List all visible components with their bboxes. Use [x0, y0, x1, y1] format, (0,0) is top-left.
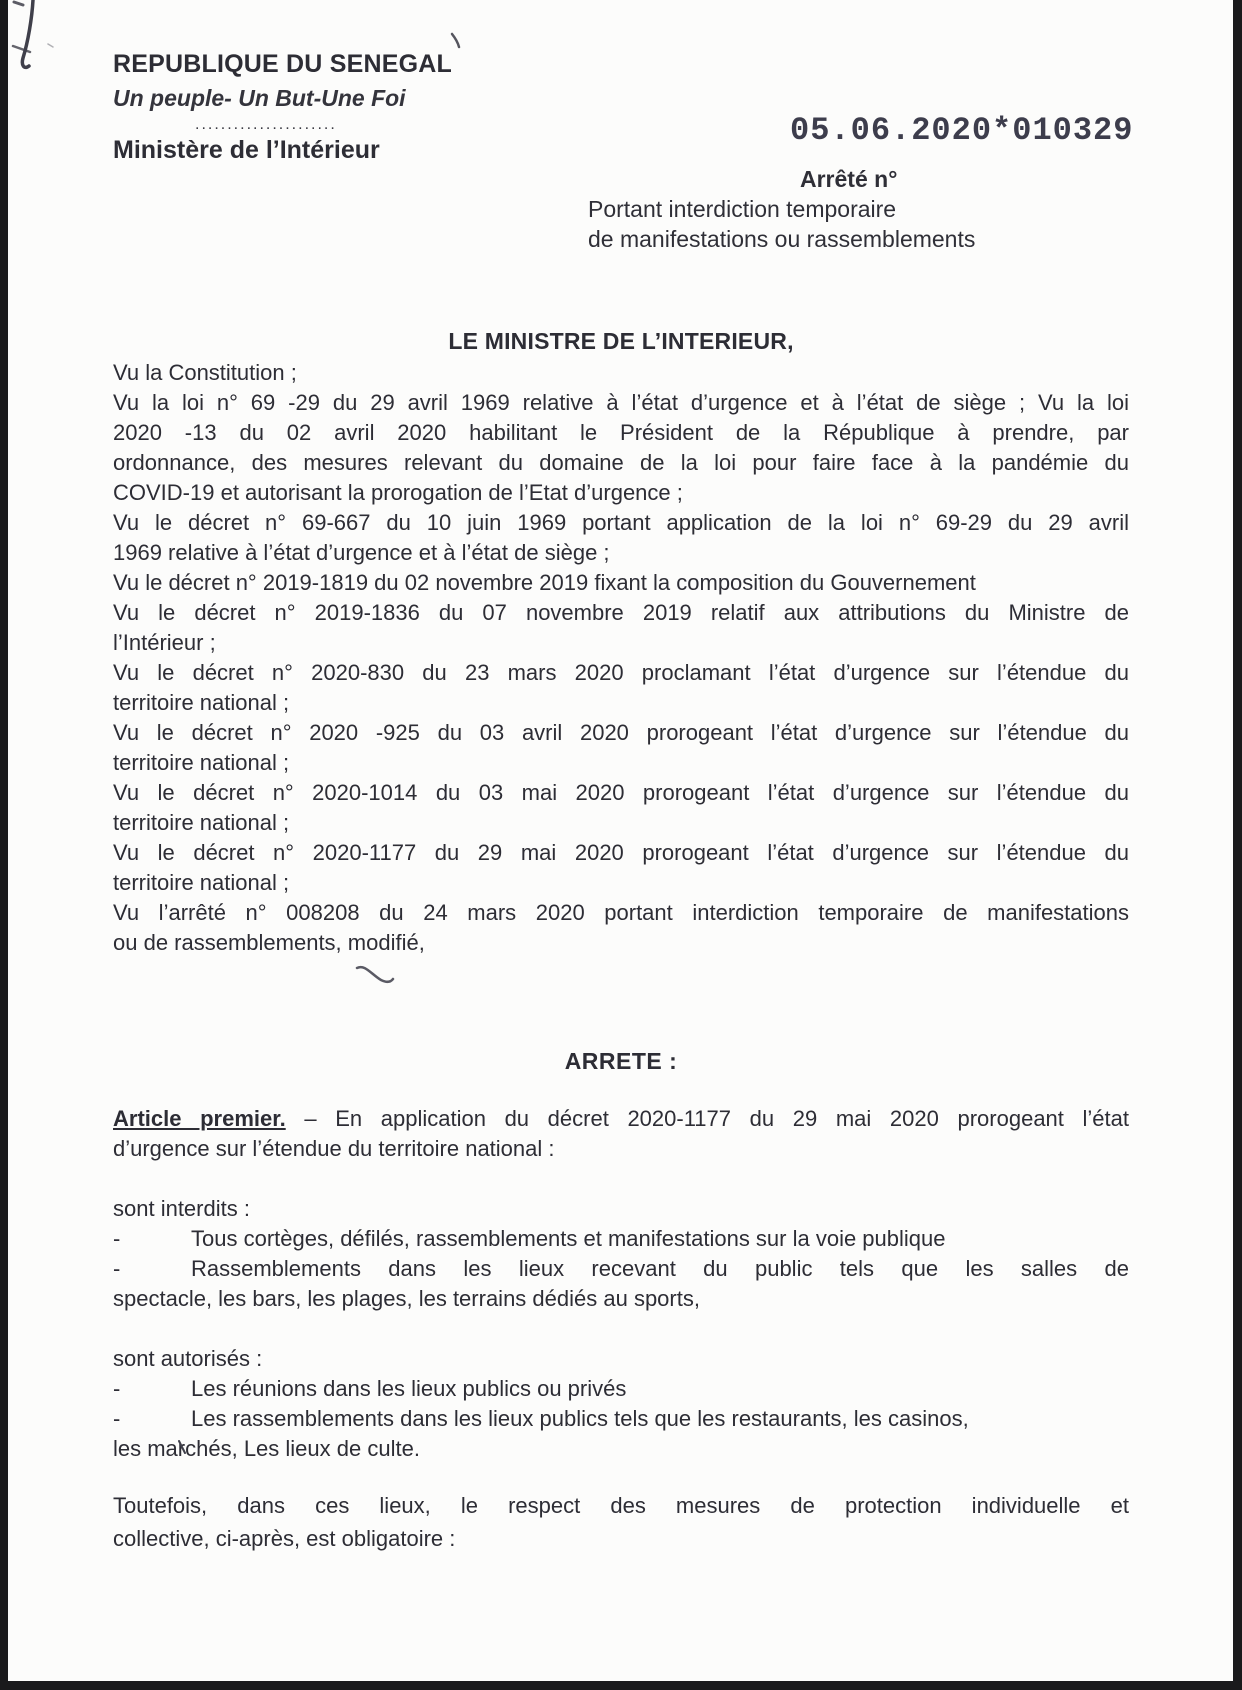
- republic-title: REPUBLIQUE DU SENEGAL: [113, 50, 452, 78]
- vu-line: Vu la loi n° 69 -29 du 29 avril 1969 relative à l’état d’urgence et à l’état de siège ; Vu la loi: [113, 390, 1129, 415]
- list-item-continuation: spectacle, les bars, les plages, les terrains dédiés au sports,: [113, 1286, 700, 1311]
- list-item-text: Les réunions dans les lieux publics ou privés: [191, 1376, 627, 1401]
- stray-tick-mark: [178, 1440, 188, 1456]
- decree-number-label: Arrêté n°: [800, 166, 898, 192]
- bullet-dash: -: [113, 1376, 121, 1401]
- decree-subject-line2: de manifestations ou rassemblements: [588, 226, 976, 252]
- vu-line: 2020 -13 du 02 avril 2020 habilitant le Président de la République à prendre, par: [113, 420, 1129, 445]
- article-line: d’urgence sur l’étendue du territoire national :: [113, 1136, 555, 1161]
- article-premier: [113, 1104, 1129, 1164]
- vu-line: Vu l’arrêté n° 008208 du 24 mars 2020 portant interdiction temporaire de manifestations: [113, 900, 1129, 925]
- vu-line: territoire national ;: [113, 810, 290, 835]
- vu-line: territoire national ;: [113, 690, 290, 715]
- closing-line: collective, ci-après, est obligatoire :: [113, 1526, 456, 1551]
- article-text: – En application du décret 2020-1177 du 29 mai 2020 prorogeant l’état: [285, 1106, 1130, 1131]
- closing-line: Toutefois, dans ces lieux, le respect des mesures de protection individuelle et: [113, 1493, 1129, 1518]
- vu-line: Vu le décret n° 2020-1177 du 29 mai 2020 prorogeant l’état d’urgence sur l’étendue du: [113, 840, 1129, 865]
- list-item: [113, 1254, 1129, 1284]
- decree-subject-line1: Portant interdiction temporaire: [588, 196, 897, 222]
- letterhead: [113, 50, 452, 165]
- bullet-dash: -: [113, 1226, 121, 1251]
- bullet-dash: -: [113, 1406, 121, 1431]
- list-item-text: Rassemblements dans les lieux recevant du public tels que les salles de: [191, 1256, 1129, 1281]
- vu-line: Vu le décret n° 2019-1836 du 07 novembre 2019 relatif aux attributions du Ministre de: [113, 600, 1129, 625]
- vu-line: Vu le décret n° 2020-1014 du 03 mai 2020 prorogeant l’état d’urgence sur l’étendue du: [113, 780, 1129, 805]
- bullet-dash: -: [113, 1256, 121, 1281]
- vu-line: Vu la Constitution ;: [113, 360, 297, 385]
- article-line: [113, 1104, 1129, 1134]
- vu-clauses: [113, 358, 1129, 958]
- vu-line: ordonnance, des mesures relevant du domaine de la loi pour faire face à la pandémie du: [113, 450, 1129, 475]
- section-intro: sont interdits :: [113, 1196, 250, 1221]
- list-item: [113, 1224, 1129, 1254]
- section-interdits: [113, 1194, 1129, 1314]
- minister-heading: LE MINISTRE DE L’INTERIEUR,: [448, 328, 794, 354]
- vu-line: Vu le décret n° 69-667 du 10 juin 1969 portant application de la loi n° 69-29 du 29 avril: [113, 510, 1129, 535]
- vu-line: territoire national ;: [113, 750, 290, 775]
- scan-edge-bottom: [0, 1681, 1242, 1690]
- registration-stamp: 05.06.2020*010329: [790, 112, 1134, 149]
- decree-title-block: [588, 165, 975, 253]
- arrete-heading: ARRETE :: [564, 1048, 678, 1074]
- apostrophe-tick-mark: [450, 32, 464, 52]
- vu-line: ou de rassemblements, modifié,: [113, 930, 425, 955]
- list-item-continuation: les marchés, Les lieux de culte.: [113, 1436, 420, 1461]
- list-item: [113, 1404, 1129, 1434]
- vu-line: territoire national ;: [113, 870, 290, 895]
- list-item: [113, 1374, 1129, 1404]
- national-motto: Un peuple- Un But-Une Foi: [113, 85, 406, 111]
- vu-line: Vu le décret n° 2020-830 du 23 mars 2020 proclamant l’état d’urgence sur l’étendue du: [113, 660, 1129, 685]
- vu-line: COVID-19 et autorisant la prorogation de l’Etat d’urgence ;: [113, 480, 683, 505]
- vu-line: Vu le décret n° 2020 -925 du 03 avril 2020 prorogeant l’état d’urgence sur l’étendue du: [113, 720, 1129, 745]
- vu-line: l’Intérieur ;: [113, 630, 216, 655]
- list-item-text: Les rassemblements dans les lieux publics tels que les restaurants, les casinos,: [191, 1406, 969, 1431]
- scan-edge-left: [0, 0, 8, 1690]
- ministry-title: Ministère de l’Intérieur: [113, 136, 380, 164]
- scan-edge-right: [1233, 0, 1242, 1690]
- section-autorises: [113, 1344, 1129, 1464]
- list-item-text: Tous cortèges, défilés, rassemblements et manifestations sur la voie publique: [191, 1226, 946, 1251]
- vu-line: Vu le décret n° 2019-1819 du 02 novembre 2019 fixant la composition du Gouvernement: [113, 570, 976, 595]
- closing-paragraph: [113, 1489, 1129, 1555]
- pen-scribble-mark: [8, 0, 88, 90]
- vu-line: 1969 relative à l’état d’urgence et à l’état de siège ;: [113, 540, 610, 565]
- squiggle-mark: [355, 964, 397, 988]
- section-intro: sont autorisés :: [113, 1346, 263, 1371]
- separator-dots: ......................: [195, 116, 337, 133]
- decree-body: [113, 326, 1129, 1555]
- article-label: Article premier.: [113, 1106, 286, 1131]
